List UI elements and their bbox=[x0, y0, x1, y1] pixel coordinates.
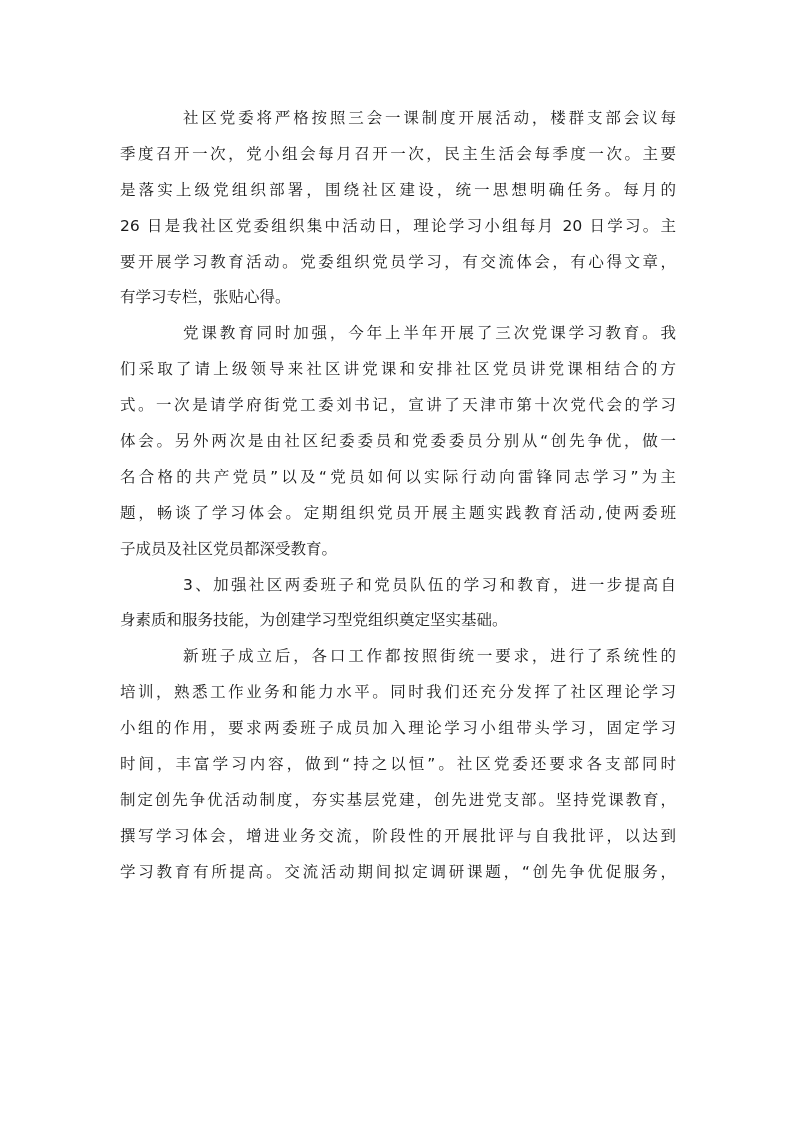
text-line: 时间，丰富学习内容，做到“持之以恒”。社区党委还要求各支部同时 bbox=[120, 755, 676, 774]
text-line: 有学习专栏，张贴心得。 bbox=[120, 288, 291, 307]
text-line: 学习教育有所提高。交流活动期间拟定调研课题，“创先争优促服务， bbox=[120, 862, 676, 881]
paragraph-1 bbox=[120, 101, 676, 316]
text-line: 小组的作用，要求两委班子成员加入理论学习小组带头学习，固定学习 bbox=[120, 719, 676, 738]
text-line: 季度召开一次，党小组会每月召开一次，民主生活会每季度一次。主要 bbox=[120, 144, 676, 163]
text-line: 3、加强社区两委班子和党员队伍的学习和教育，进一步提高自 bbox=[183, 575, 676, 594]
text-line: 体会。另外两次是由社区纪委委员和党委委员分别从“创先争优，做一 bbox=[120, 432, 676, 451]
text-line: 新班子成立后，各口工作都按照街统一要求，进行了系统性的 bbox=[183, 647, 676, 666]
text-line: 社区党委将严格按照三会一课制度开展活动，楼群支部会议每 bbox=[183, 109, 676, 127]
document-body bbox=[120, 101, 676, 891]
text-line: 身素质和服务技能，为创建学习型党组织奠定坚实基础。 bbox=[120, 611, 508, 630]
text-line: 们采取了请上级领导来社区讲党课和安排社区党员讲党课相结合的方 bbox=[120, 360, 676, 379]
text-line: 制定创先争优活动制度，夯实基层党建，创先进党支部。坚持党课教育， bbox=[120, 790, 676, 809]
text-line: 是落实上级党组织部署，围绕社区建设，统一思想明确任务。每月的 bbox=[120, 180, 676, 199]
text-line: 培训，熟悉工作业务和能力水平。同时我们还充分发挥了社区理论学习 bbox=[120, 683, 676, 702]
text-line: 名合格的共产党员”以及“党员如何以实际行动向雷锋同志学习”为主 bbox=[120, 467, 676, 486]
text-line: 式。一次是请学府街党工委刘书记，宣讲了天津市第十次党代会的学习 bbox=[120, 396, 676, 415]
paragraph-2 bbox=[120, 316, 676, 567]
text-line: 党课教育同时加强，今年上半年开展了三次党课学习教育。我 bbox=[183, 324, 676, 343]
text-line: 撰写学习体会，增进业务交流，阶段性的开展批评与自我批评，以达到 bbox=[120, 826, 676, 845]
paragraph-4 bbox=[120, 639, 676, 890]
text-line: 26 日是我社区党委组织集中活动日，理论学习小组每月 20 日学习。主 bbox=[120, 216, 676, 235]
text-line: 要开展学习教育活动。党委组织党员学习，有交流体会，有心得文章， bbox=[120, 252, 676, 271]
text-line: 题，畅谈了学习体会。定期组织党员开展主题实践教育活动,使两委班 bbox=[120, 503, 676, 522]
paragraph-3 bbox=[120, 568, 676, 640]
text-line: 子成员及社区党员都深受教育。 bbox=[120, 539, 338, 558]
